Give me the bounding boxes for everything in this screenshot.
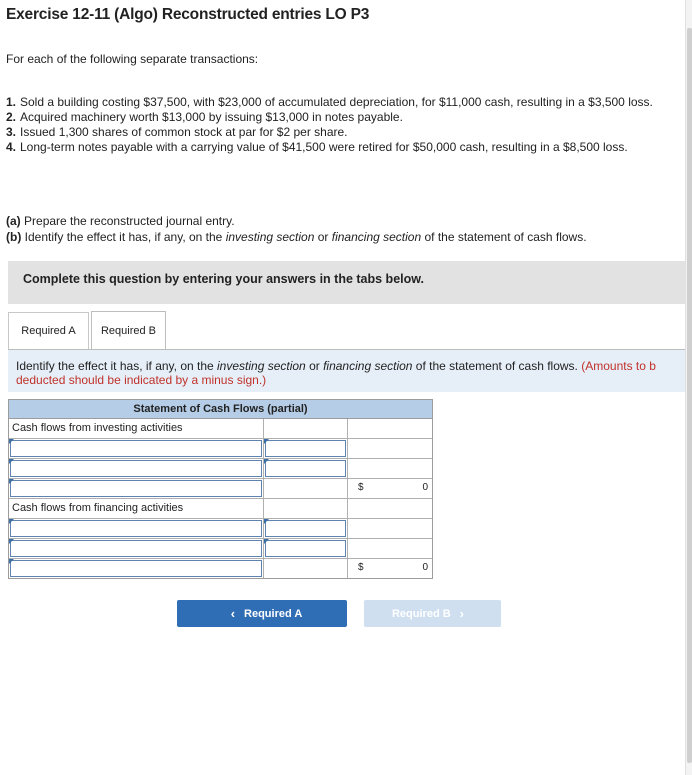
list-item: 4. Long-term notes payable with a carrying value of $41,500 were retired for $50,000 cash, resulting in a $8,500 loss. [6,140,628,154]
financing-amount-2-input[interactable] [265,540,346,557]
dropdown-flag-icon [264,539,269,544]
page-title: Exercise 12-11 (Algo) Reconstructed entries LO P3 [6,6,370,23]
transactions-list [6,95,676,155]
question-parts [6,213,587,245]
tab-instruction: Identify the effect it has, if any, on the investing section or financing section of the statement of cash flows. (Amounts to b deducted should be indicated by a minus sign.) [8,350,685,392]
part-a: (a) Prepare the reconstructed journal entry. [6,214,235,228]
investing-item-1-select[interactable] [10,440,262,457]
dropdown-flag-icon [264,519,269,524]
instructions-banner: Complete this question by entering your answers in the tabs below. [8,261,685,304]
list-item: 2. Acquired machinery worth $13,000 by issuing $13,000 in notes payable. [6,110,403,124]
dropdown-flag-icon [9,539,14,544]
table-row [9,479,432,499]
table-row [9,419,432,439]
financing-total: $ 0 [347,559,432,578]
table-row [9,559,432,578]
dropdown-flag-icon [264,439,269,444]
table-row [9,499,432,519]
list-item: 3. Issued 1,300 shares of common stock at par for $2 per share. [6,125,348,139]
financing-total-label-select[interactable] [10,560,262,577]
tab-required-b[interactable]: Required B [91,311,166,350]
investing-total: $ 0 [347,479,432,498]
investing-heading: Cash flows from investing activities [12,422,183,434]
financing-amount-1-input[interactable] [265,520,346,537]
tab-required-a[interactable]: Required A [8,312,89,349]
dropdown-flag-icon [9,479,14,484]
financing-item-1-select[interactable] [10,520,262,537]
statement-title: Statement of Cash Flows (partial) [9,400,432,419]
chevron-left-icon: ‹ [230,606,236,621]
intro-text: For each of the following separate transactions: [6,52,259,66]
dropdown-flag-icon [9,439,14,444]
investing-amount-2-input[interactable] [265,460,346,477]
part-b: (b) Identify the effect it has, if any, on the investing section or financing section of the statement of cash flows. [6,230,587,244]
dropdown-flag-icon [9,559,14,564]
table-row [9,539,432,559]
chevron-right-icon: › [459,606,465,621]
vertical-scrollbar[interactable] [685,0,692,775]
prev-required-a-button[interactable]: ‹ Required A [177,600,347,627]
table-row [9,439,432,459]
financing-heading: Cash flows from financing activities [12,502,184,514]
next-required-b-button[interactable]: Required B › [364,600,501,627]
investing-amount-1-input[interactable] [265,440,346,457]
financing-item-2-select[interactable] [10,540,262,557]
dropdown-flag-icon [9,519,14,524]
dropdown-flag-icon [9,459,14,464]
investing-total-label-select[interactable] [10,480,262,497]
table-row [9,519,432,539]
investing-item-2-select[interactable] [10,460,262,477]
cash-flow-statement [8,399,433,579]
table-row [9,459,432,479]
dropdown-flag-icon [264,459,269,464]
list-item: 1. Sold a building costing $37,500, with $23,000 of accumulated depreciation, for $11,000 cash, resulting in a $3,500 loss. [6,95,653,109]
scrollbar-thumb[interactable] [687,28,692,763]
